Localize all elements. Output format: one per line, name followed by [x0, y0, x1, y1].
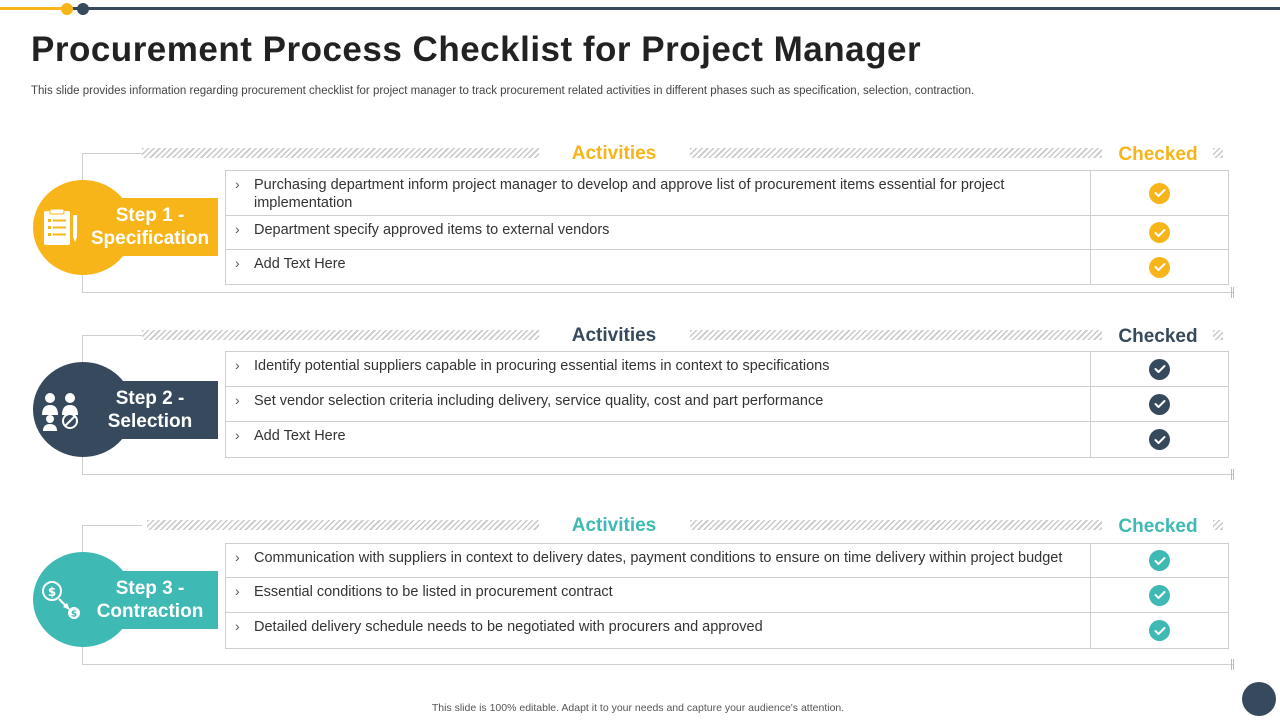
- checkmark-icon: [1149, 550, 1170, 571]
- checked-header: Checked: [1118, 144, 1198, 165]
- corner-decoration: [1242, 682, 1276, 716]
- chevron-right-icon: ›: [235, 427, 240, 443]
- page-subtitle: This slide provides information regarding procurement checklist for project manager to track procurement related activities in different phases such as specification, selection, contraction.: [31, 85, 975, 97]
- footer-note: This slide is 100% editable. Adapt it to your needs and capture your audience's attention.: [431, 702, 845, 714]
- step-section-2: [0, 325, 1280, 485]
- header-hatch: [690, 148, 1102, 158]
- chevron-right-icon: ›: [235, 618, 240, 634]
- activity-text: Set vendor selection criteria including delivery, service quality, cost and part performance: [254, 393, 824, 409]
- activity-text: Purchasing department inform project manager to develop and approve list of procurement items essential for project implementation: [254, 177, 1005, 211]
- checkmark-icon: [1149, 394, 1170, 415]
- chevron-right-icon: ›: [235, 255, 240, 271]
- table-row: [226, 613, 1228, 648]
- step-label: Step 2 - Selection: [82, 381, 218, 439]
- page-title: Procurement Process Checklist for Project Manager: [31, 30, 922, 69]
- step-section-3: [0, 515, 1280, 675]
- activities-table: [225, 170, 1229, 285]
- checkmark-icon: [1149, 222, 1170, 243]
- accent-dot-yellow: [61, 3, 73, 15]
- activities-header: Activities: [571, 515, 657, 536]
- checklist-clipboard-icon: [38, 207, 82, 251]
- people-selection-icon: [38, 389, 82, 433]
- activity-text: Communication with suppliers in context to delivery dates, payment conditions to ensure on time delivery within project budget: [254, 550, 1063, 566]
- checkmark-icon: [1149, 359, 1170, 380]
- dollar-exchange-icon: [38, 579, 82, 623]
- svg-text:$: $: [70, 609, 78, 620]
- header-hatch: [142, 148, 539, 158]
- table-row: [226, 422, 1228, 457]
- activity-text: Identify potential suppliers capable in procuring essential items in context to specifications: [254, 358, 830, 374]
- header-hatch: [142, 330, 539, 340]
- activities-header: Activities: [571, 325, 657, 346]
- accent-dot-navy: [77, 3, 89, 15]
- chevron-right-icon: ›: [235, 583, 240, 599]
- chevron-right-icon: ›: [235, 221, 240, 237]
- activity-text: Add Text Here: [254, 256, 346, 272]
- checkmark-icon: [1149, 585, 1170, 606]
- activities-header: Activities: [571, 143, 657, 164]
- chevron-right-icon: ›: [235, 549, 240, 565]
- top-accent-bar: [0, 0, 1280, 18]
- table-row: [226, 171, 1228, 216]
- checked-header: Checked: [1118, 516, 1198, 537]
- step-label: Step 3 - Contraction: [82, 571, 218, 629]
- checkmark-icon: [1149, 620, 1170, 641]
- svg-text:$: $: [47, 585, 57, 599]
- table-row: [226, 352, 1228, 387]
- table-row: [226, 387, 1228, 422]
- activity-text: Detailed delivery schedule needs to be negotiated with procurers and approved: [254, 619, 763, 635]
- chevron-right-icon: ›: [235, 392, 240, 408]
- checkmark-icon: [1149, 183, 1170, 204]
- header-hatch: [690, 520, 1102, 530]
- chevron-right-icon: ›: [235, 357, 240, 373]
- checkmark-icon: [1149, 257, 1170, 278]
- step-label: Step 1 - Specification: [82, 198, 218, 256]
- table-row: [226, 578, 1228, 613]
- activity-text: Add Text Here: [254, 428, 346, 444]
- header-hatch: [147, 520, 539, 530]
- table-row: [226, 216, 1228, 250]
- step-section-1: [0, 143, 1280, 303]
- activities-table: [225, 543, 1229, 649]
- header-hatch: [690, 330, 1102, 340]
- checkmark-icon: [1149, 429, 1170, 450]
- checked-header: Checked: [1118, 326, 1198, 347]
- activity-text: Department specify approved items to external vendors: [254, 222, 610, 238]
- activities-table: [225, 351, 1229, 458]
- table-row: [226, 250, 1228, 284]
- activity-text: Essential conditions to be listed in procurement contract: [254, 584, 613, 600]
- chevron-right-icon: ›: [235, 176, 240, 192]
- table-row: [226, 544, 1228, 578]
